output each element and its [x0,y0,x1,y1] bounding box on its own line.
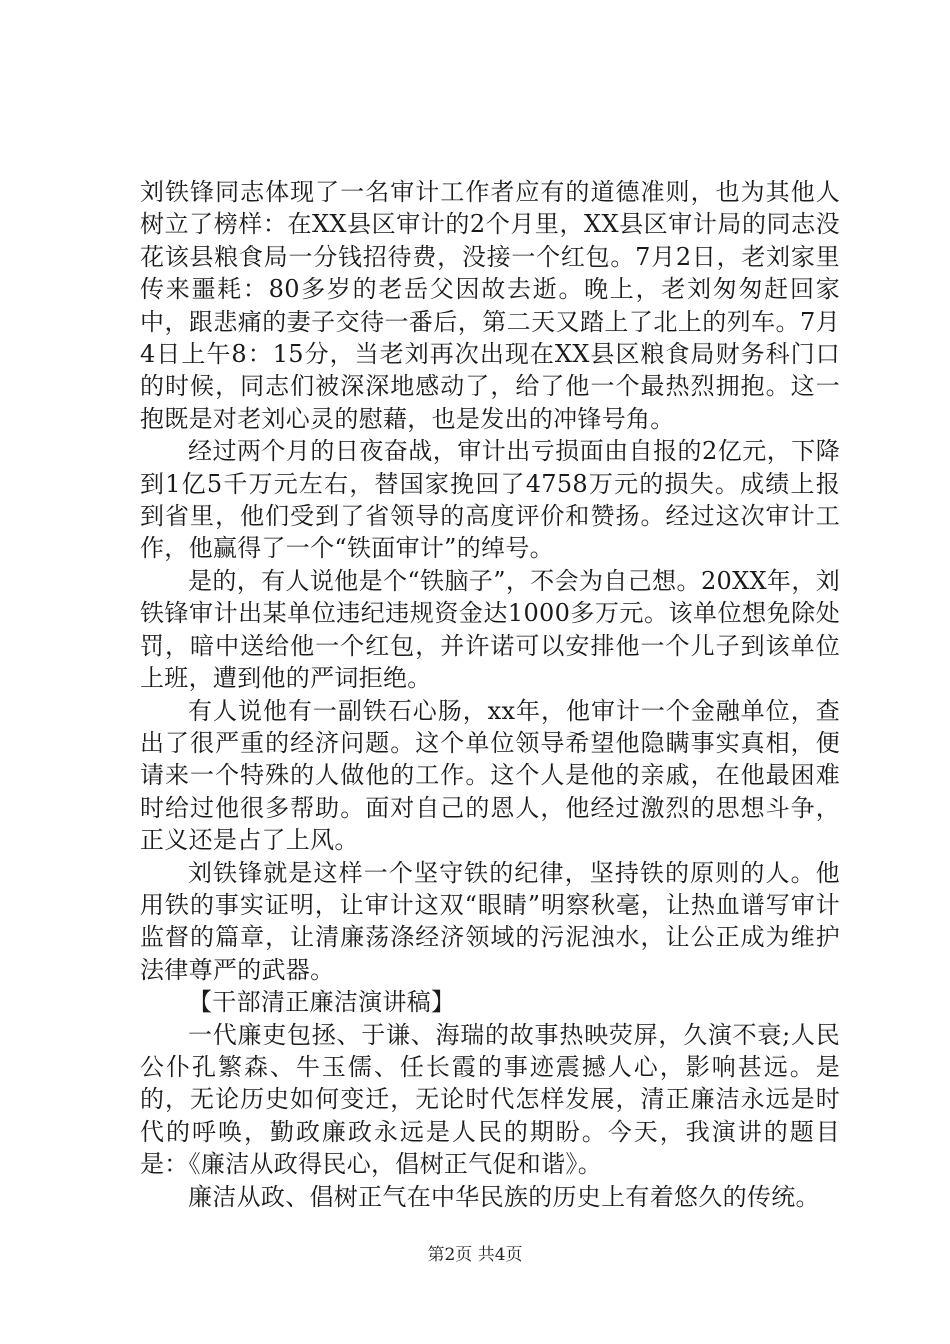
paragraph: 是的，有人说他是个“铁脑子”，不会为自己想。20XX年，刘铁锋审计出某单位违纪违规资金达1000多万元。该单位想免除处罚，暗中送给他一个红包，并许诺可以安排他一个儿子到该单位上班，遭到他的严词拒绝。 [140,566,840,693]
document-body [140,176,840,1213]
section-heading: 【干部清正廉洁演讲稿】 [188,988,456,1017]
paragraph: 有人说他有一副铁石心肠，xx年，他审计一个金融单位，查出了很严重的经济问题。这个单位领导希望他隐瞒事实真相，便请来一个特殊的人做他的工作。这个人是他的亲戚，在他最困难时给过他很多帮助。面对自己的恩人，他经过激烈的思想斗争，正义还是占了上风。 [140,696,840,855]
page-number-footer: 第2页 共4页 [427,1245,523,1265]
paragraph: 刘铁锋就是这样一个坚守铁的纪律，坚持铁的原则的人。他用铁的事实证明，让审计这双“眼睛”明察秋毫，让热血谱写审计监督的篇章，让清廉荡涤经济领域的污泥浊水，让公正成为维护法律尊严的武器。 [140,858,840,984]
paragraph: 刘铁锋同志体现了一名审计工作者应有的道德准则，也为其他人树立了榜样：在XX县区审计的2个月里，XX县区审计局的同志没花该县粮食局一分钱招待费，没接一个红包。7月2日，老刘家里传来噩耗：80多岁的老岳父因故去逝。晚上，老刘匆匆赶回家中，跟悲痛的妻子交待一番后，第二天又踏上了北上的列车。7月4日上午8：15分，当老刘再次出现在XX县区粮食局财务科门口的时候，同志们被深深地感动了，给了他一个最热烈拥抱。这一抱既是对老刘心灵的慰藉，也是发出的冲锋号角。 [140,178,840,433]
paragraph: 经过两个月的日夜奋战，审计出亏损面由自报的2亿元，下降到1亿5千万元左右，替国家挽回了4758万元的损失。成绩上报到省里，他们受到了省领导的高度评价和赞扬。经过这次审计工作，他赢得了一个“铁面审计”的绰号。 [140,437,840,563]
paragraph: 廉洁从政、倡树正气在中华民族的历史上有着悠久的传统。 [188,1182,820,1211]
paragraph: 一代廉吏包拯、于谦、海瑞的故事热映荧屏，久演不衰;人民公仆孔繁森、牛玉儒、任长霞的事迹震撼人心，影响甚远。是的，无论历史如何变迁，无论时代怎样发展，清正廉洁永远是时代的呼唤，勤政廉政永远是人民的期盼。今天，我演讲的题目是：《廉洁从政得民心，倡树正气促和谐》。 [140,1020,840,1179]
